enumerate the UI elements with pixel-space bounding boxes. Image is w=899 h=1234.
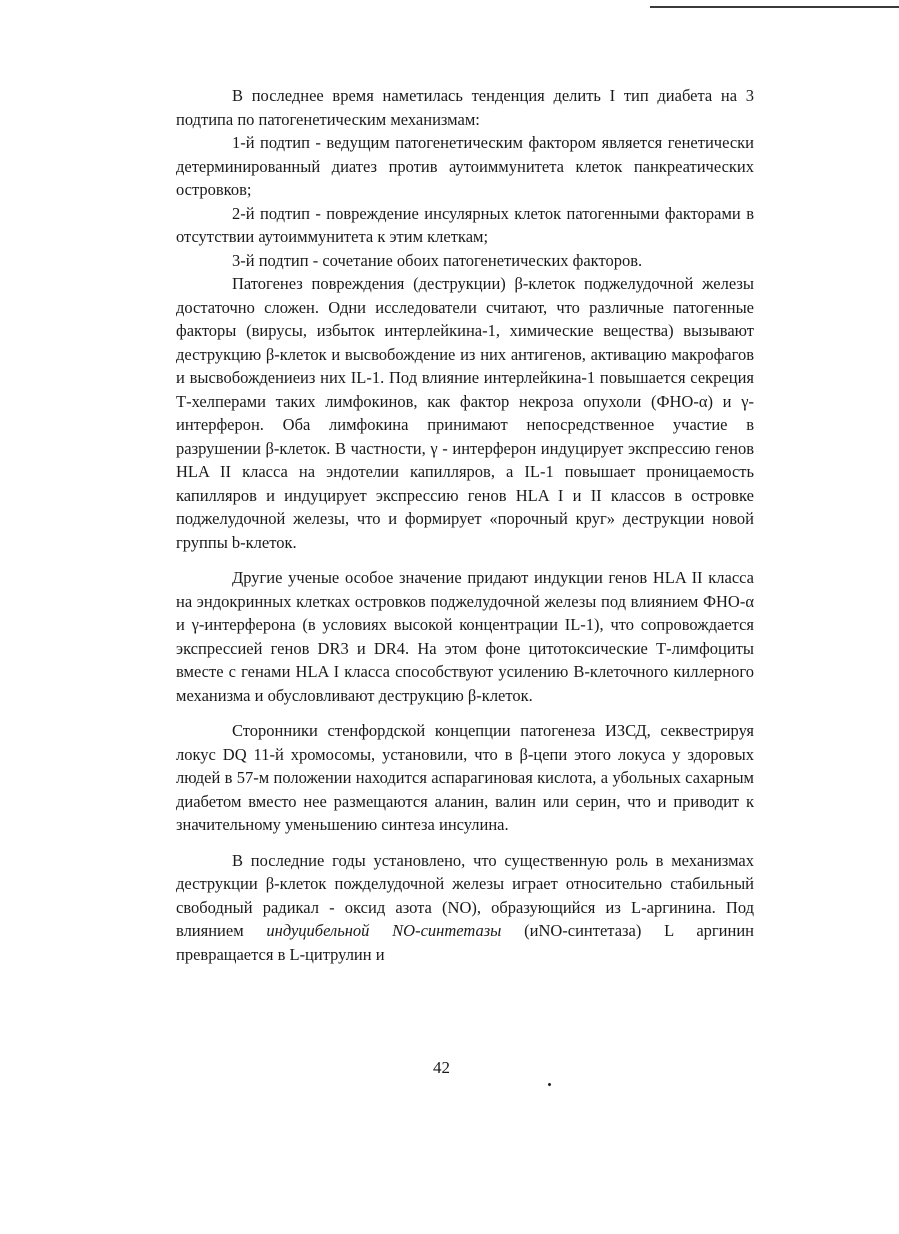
paragraph-nitric-oxide bbox=[176, 849, 754, 967]
paragraph-pathogenesis: Патогенез повреждения (деструкции) β-клеток поджелудочной железы достаточно сложен. Одни исследователи считают, что различные патогенные факторы (вирусы, избыток интерлейкина-1, химические вещества) вызывают деструкцию β-клеток и высвобождение из них антигенов, активацию макрофагов и высвобождениеиз них IL-1. Под влияние интерлейкина-1 повышается секреция Т-хелперами таких лимфокинов, как фактор некроза опухоли (ФНО-α) и γ-интерферон. Оба лимфокина принимают непосредственное участие в разрушении β-клеток. В частности, γ - интерферон индуцирует экспрессию генов HLA II класса на эндотелии капилляров, а IL-1 повышает проницаемость капилляров и индуцирует экспрессию генов HLA I и II классов в островке поджелудочной железы, что и формирует «порочный круг» деструкции новой группы b-клеток. bbox=[176, 274, 754, 552]
document-page bbox=[176, 84, 754, 966]
paragraph-subtype-1: 1-й подтип - ведущим патогенетическим фактором является генетически детерминированный диатез против аутоиммунитета клеток панкреатических островков; bbox=[176, 133, 754, 199]
scan-speck bbox=[547, 1082, 551, 1086]
paragraph-hla-induction: Другие ученые особое значение придают индукции генов HLA II класса на эндокринных клетках островков поджелудочной железы под влиянием ФНО-α и γ-интерферона (в условиях высокой концентрации IL-1), что сопровождается экспрессией генов DR3 и DR4. На этом фоне цитотоксические Т-лимфоциты вместе с генами HLA I класса способствуют усилению В-клеточного киллерного механизма и обусловливают деструкцию β-клеток. bbox=[176, 568, 754, 705]
nitric-oxide-italic-term: индуцибельной NO-синтетазы bbox=[266, 921, 502, 940]
page-number: 42 bbox=[433, 1058, 450, 1077]
paragraph-subtype-3: 3-й подтип - сочетание обоих патогенетических факторов. bbox=[232, 250, 643, 270]
paragraph-stanford-concept: Сторонники стенфордской концепции патогенеза ИЗСД, секвестрируя локус DQ 11-й хромосомы, установили, что в β-цепи этого локуса у здоровых людей в 57-м положении находится аспарагиновая кислота, а убольных сахарным диабетом вместо нее размещаются аланин, валин или серин, что и приводит к значительному уменьшению синтеза инсулина. bbox=[176, 721, 754, 834]
top-scan-rule bbox=[650, 6, 899, 8]
paragraph-subtype-2: 2-й подтип - повреждение инсулярных клеток патогенными факторами в отсутствии аутоиммунитета к этим клеткам; bbox=[176, 203, 754, 246]
nitric-oxide-text-1: В последние годы установлено, что существенную роль в механизмах деструкции β-клеток пожделудочной железы играет относительно стабильный свободный радикал - оксид азота (NO), образующийся из L-аргинина. Под влиянием bbox=[176, 850, 754, 940]
paragraph-intro: В последнее время наметилась тенденция делить I тип диабета на 3 подтипа по патогенетическим механизмам: bbox=[176, 86, 754, 129]
nitric-oxide-text-2: (иNO-синтетаза) L аргинин превращается в L-цитрулин и bbox=[176, 921, 755, 964]
